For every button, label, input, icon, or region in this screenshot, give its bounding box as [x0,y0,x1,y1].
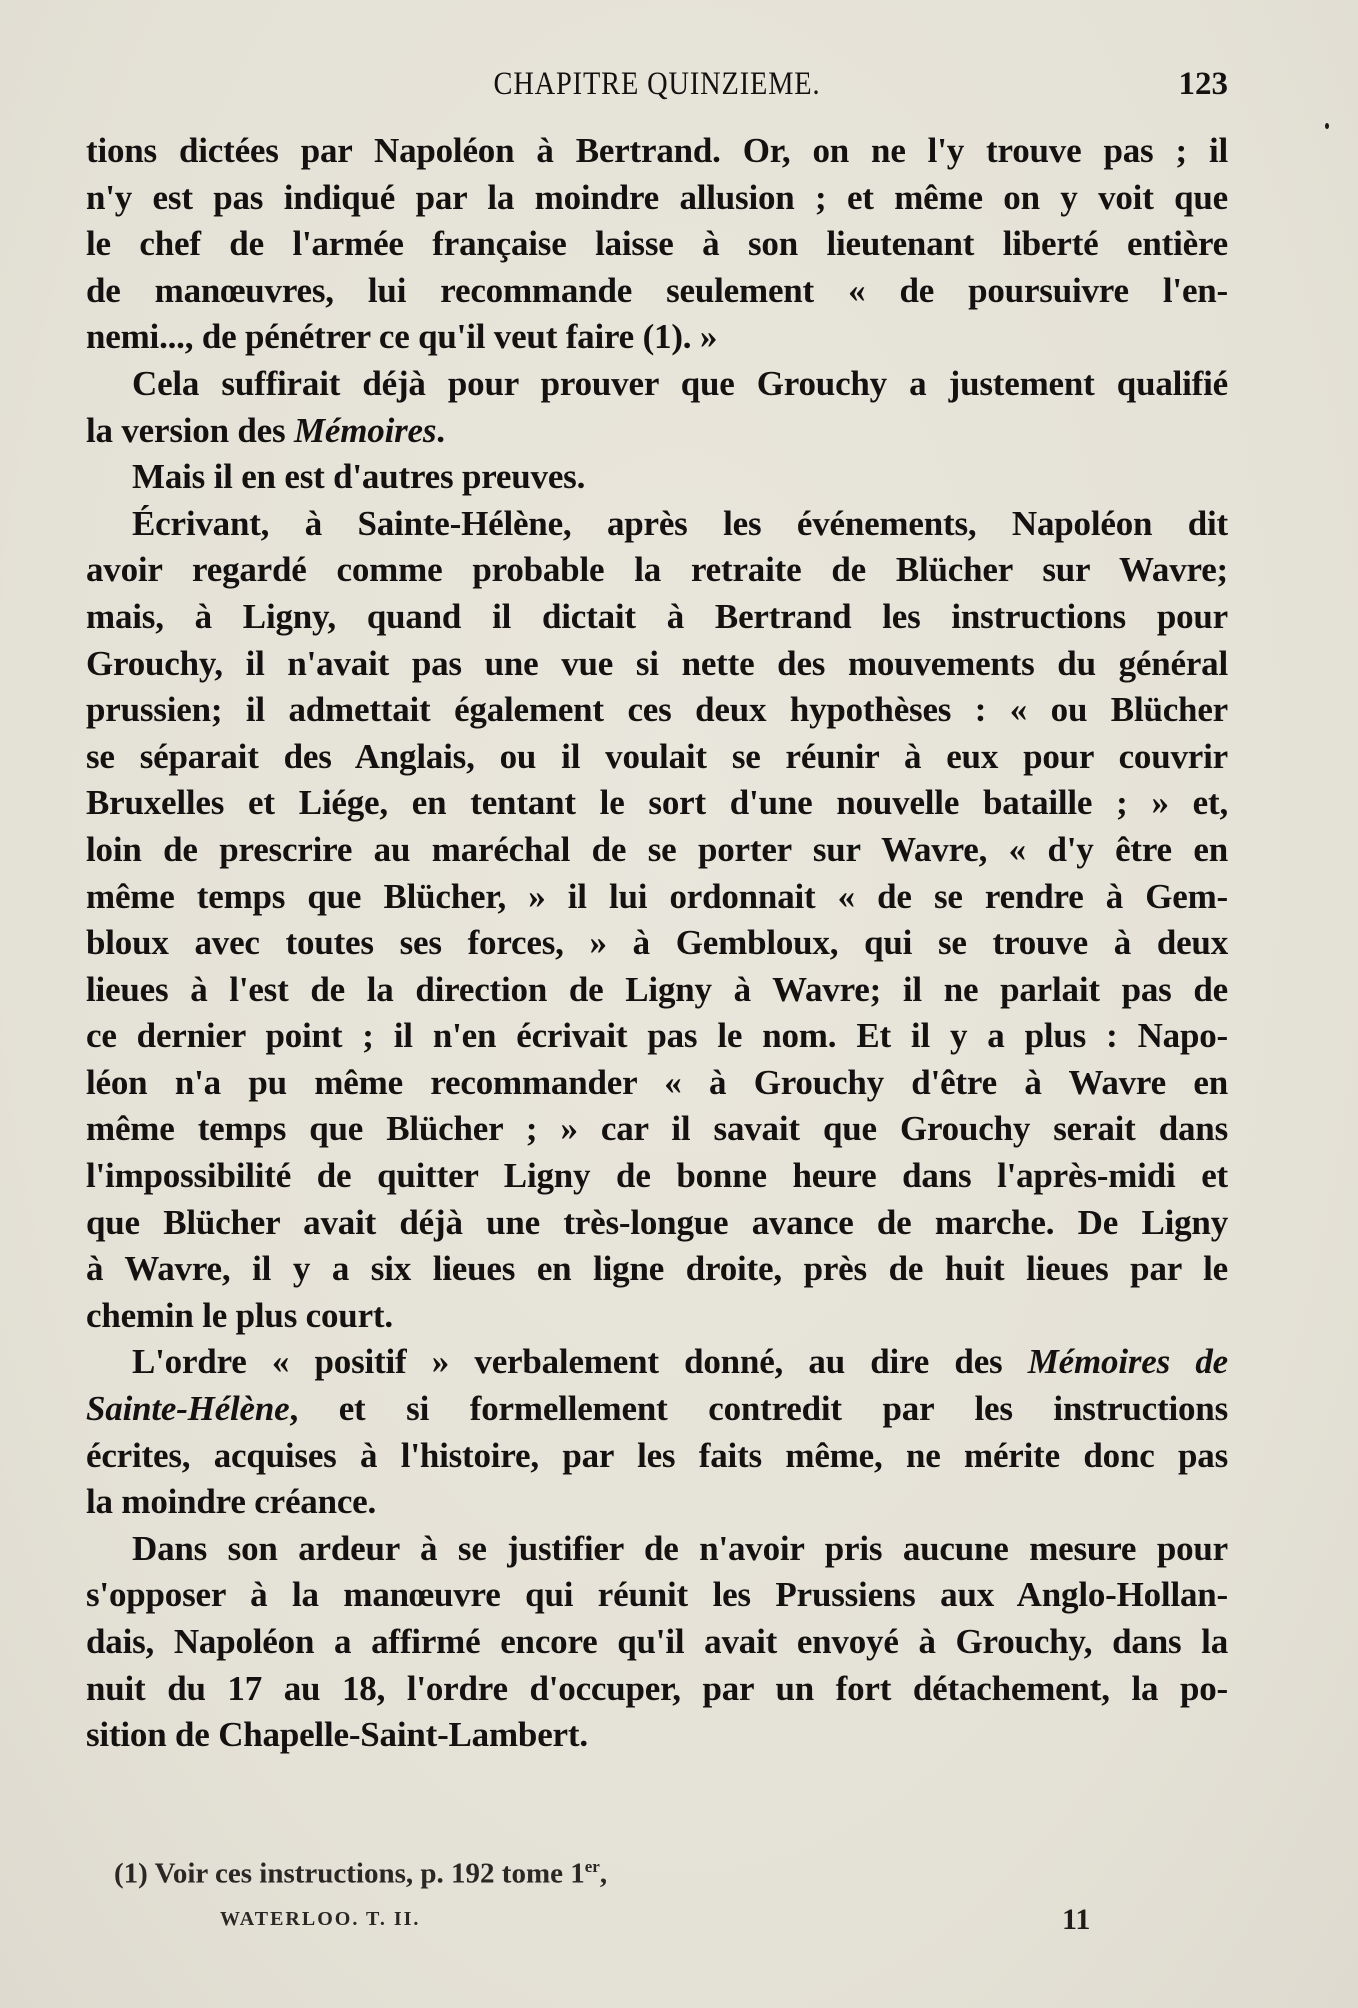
text-line: le chef de l'armée française laisse à son lieutenant liberté entière [86,224,1228,264]
text-line: s'opposer à la manœuvre qui réunit les Prussiens aux Anglo-Hollan- [86,1575,1228,1615]
footnote-text: Voir ces instructions, p. 192 tome 1 [154,1857,585,1890]
italic-title: Sainte-Hélène [86,1389,290,1429]
text-line: nemi..., de pénétrer ce qu'il veut faire (1). » [86,317,718,357]
text-line: nuit du 17 au 18, l'ordre d'occuper, par un fort détachement, la po- [86,1668,1228,1708]
text-line: se séparait des Anglais, ou il voulait se réunir à eux pour couvrir [86,736,1228,776]
signature-mark: WATERLOO. T. II. [220,1908,421,1930]
footnote-superscript: er [584,1857,600,1876]
text-line: sition de Chapelle-Saint-Lambert. [86,1715,588,1755]
paragraph [86,454,1228,501]
text-line: mais, à Ligny, quand il dictait à Bertrand les instructions pour [86,596,1228,636]
running-title: CHAPITRE QUINZIEME. [493,66,821,102]
text-line: lieues à l'est de la direction de Ligny à Wavre; il ne parlait pas de [86,969,1228,1009]
text-line: bloux avec toutes ses forces, » à Gembloux, qui se trouve à deux [86,923,1228,963]
text-line: prussien; il admettait également ces deux hypothèses : « ou Blücher [86,690,1228,730]
body-text [86,128,1228,1759]
text-line: Sainte-Hélène, et si formellement contredit par les instructions [86,1389,1228,1429]
running-header [86,66,1228,114]
text-line: même temps que Blücher, » il lui ordonnait « de se rendre à Gem- [86,876,1228,916]
text-line: Cela suffirait déjà pour prouver que Grouchy a justement qualifié [132,363,1228,403]
text-line: Mais il en est d'autres preuves. [132,457,586,497]
paragraph [86,501,1228,1340]
text-line: la moindre créance. [86,1482,377,1522]
text-line: écrites, acquises à l'histoire, par les faits même, ne mérite donc pas [86,1435,1228,1475]
text-line: L'ordre « positif » verbalement donné, au dire des Mémoires de [132,1342,1228,1382]
text-line: Dans son ardeur à se justifier de n'avoir pris aucune mesure pour [132,1528,1228,1568]
text-line: même temps que Blücher ; » car il savait que Grouchy serait dans [86,1109,1228,1149]
footnote-trail: , [599,1857,608,1890]
text-line: chemin le plus court. [86,1295,393,1335]
text-line: de manœuvres, lui recommande seulement « de poursuivre l'en- [86,270,1228,310]
footnote-marker: (1) [114,1857,148,1890]
text-line: l'impossibilité de quitter Ligny de bonne heure dans l'après-midi et [86,1156,1228,1196]
italic-title: Mémoires de [1027,1342,1228,1382]
text-line: que Blücher avait déjà une très-longue avance de marche. De Ligny [86,1202,1228,1242]
italic-title: Mémoires [293,410,437,450]
text-line: Bruxelles et Liége, en tentant le sort d'une nouvelle bataille ; » et, [86,783,1228,823]
text-line: ce dernier point ; il n'en écrivait pas le nom. Et il y a plus : Napo- [86,1016,1228,1056]
paragraph [86,1526,1228,1759]
text-line: n'y est pas indiqué par la moindre allusion ; et même on y voit que [86,177,1228,217]
text-line: tions dictées par Napoléon à Bertrand. Or, on ne l'y trouve pas ; il [86,131,1228,170]
paragraph [86,361,1228,454]
text-line: à Wavre, il y a six lieues en ligne droite, près de huit lieues par le [86,1249,1228,1289]
signature-number: 11 [1062,1903,1091,1936]
page-number: 123 [1178,66,1228,102]
footnote [114,1857,607,1891]
text-line: dais, Napoléon a affirmé encore qu'il avait envoyé à Grouchy, dans la [86,1622,1228,1661]
paragraph [86,128,1228,361]
ink-speck [1325,123,1329,129]
text-line: Grouchy, il n'avait pas une vue si nette des mouvements du général [86,643,1228,683]
text-line: léon n'a pu même recommander « à Grouchy d'être à Wavre en [86,1062,1228,1102]
paragraph [86,1339,1228,1525]
text-line: avoir regardé comme probable la retraite de Blücher sur Wavre; [86,550,1228,590]
text-line: loin de prescrire au maréchal de se porter sur Wavre, « d'y être en [86,829,1228,869]
text-line: Écrivant, à Sainte-Hélène, après les événements, Napoléon dit [132,503,1228,543]
text-line: la version des Mémoires. [86,410,445,450]
